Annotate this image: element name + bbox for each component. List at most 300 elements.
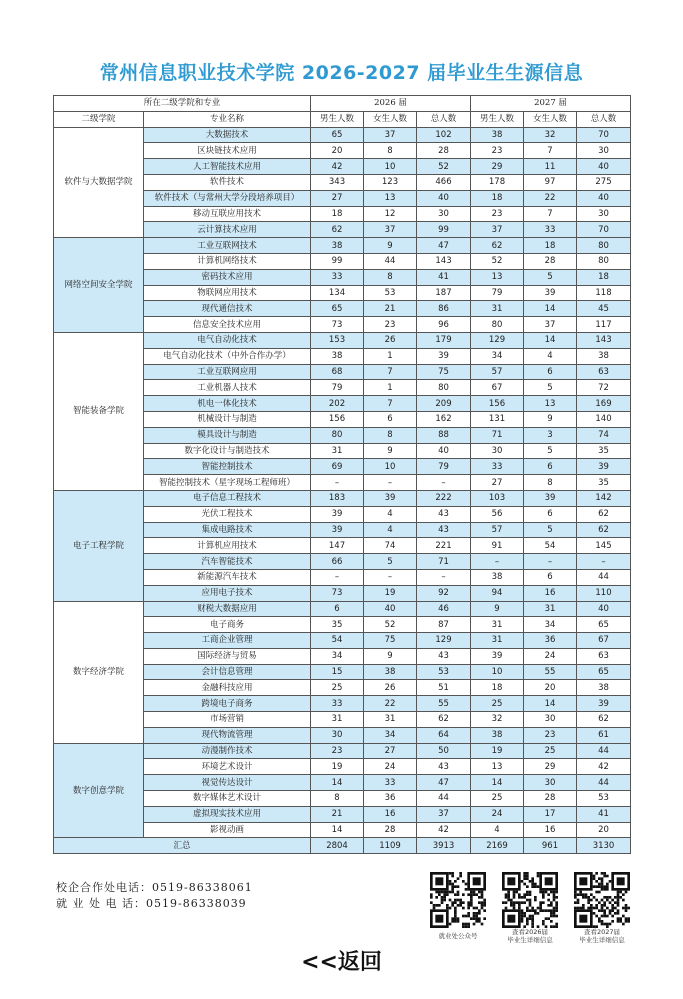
count-cell: 92 — [417, 585, 471, 601]
count-cell: 466 — [417, 174, 471, 190]
count-cell: 117 — [577, 317, 631, 333]
count-cell: 8 — [364, 269, 417, 285]
major-name: 智能控制技术 — [144, 459, 311, 475]
college-name: 电子工程学院 — [54, 490, 144, 601]
count-cell: 1 — [364, 380, 417, 396]
count-cell: 178 — [471, 174, 524, 190]
count-cell: 23 — [364, 317, 417, 333]
count-cell: 16 — [364, 806, 417, 822]
count-cell: 40 — [417, 190, 471, 206]
count-cell: 118 — [577, 285, 631, 301]
count-cell: 19 — [364, 585, 417, 601]
count-cell: 53 — [577, 791, 631, 807]
count-cell: 40 — [577, 190, 631, 206]
college-name: 数字经济学院 — [54, 601, 144, 743]
header-total-2026: 总人数 — [417, 111, 471, 127]
count-cell: – — [417, 475, 471, 491]
count-cell: 4 — [471, 822, 524, 838]
major-name: 软件技术（与常州大学分段培养项目） — [144, 190, 311, 206]
count-cell: 27 — [364, 743, 417, 759]
count-cell: 11 — [524, 159, 577, 175]
count-cell: 65 — [311, 127, 364, 143]
major-name: 电子商务 — [144, 617, 311, 633]
contact-cooperation-phone: 校企合作处电话：0519-86338061 — [56, 881, 253, 894]
count-cell: 7 — [524, 206, 577, 222]
count-cell: 39 — [524, 490, 577, 506]
count-cell: 21 — [364, 301, 417, 317]
count-cell: 9 — [364, 238, 417, 254]
count-cell: 1 — [364, 348, 417, 364]
count-cell: 6 — [524, 364, 577, 380]
count-cell: 72 — [577, 380, 631, 396]
count-cell: 99 — [311, 253, 364, 269]
count-cell: 79 — [471, 285, 524, 301]
header-male-2026: 男生人数 — [311, 111, 364, 127]
count-cell: 156 — [471, 396, 524, 412]
count-cell: 28 — [364, 822, 417, 838]
total-cell: 1109 — [364, 838, 417, 854]
count-cell: 43 — [417, 759, 471, 775]
count-cell: 62 — [577, 522, 631, 538]
count-cell: 4 — [364, 506, 417, 522]
table-body — [54, 127, 631, 854]
count-cell: 28 — [524, 253, 577, 269]
major-name: 影视动画 — [144, 822, 311, 838]
major-name: 虚拟现实技术应用 — [144, 806, 311, 822]
count-cell: 29 — [471, 159, 524, 175]
count-cell: 38 — [577, 348, 631, 364]
count-cell: 96 — [417, 317, 471, 333]
count-cell: 8 — [364, 143, 417, 159]
count-cell: 34 — [524, 617, 577, 633]
count-cell: 34 — [364, 727, 417, 743]
count-cell: 18 — [577, 269, 631, 285]
count-cell: 5 — [364, 554, 417, 570]
qr-code-2026[interactable] — [502, 872, 558, 928]
count-cell: 9 — [364, 443, 417, 459]
count-cell: 27 — [311, 190, 364, 206]
count-cell: 73 — [311, 317, 364, 333]
count-cell: 145 — [577, 538, 631, 554]
count-cell: 75 — [364, 633, 417, 649]
count-cell: 6 — [524, 569, 577, 585]
contact-info — [56, 880, 253, 912]
count-cell: 67 — [471, 380, 524, 396]
count-cell: 24 — [471, 806, 524, 822]
count-cell: 162 — [417, 411, 471, 427]
count-cell: 5 — [524, 522, 577, 538]
count-cell: 42 — [311, 159, 364, 175]
count-cell: 52 — [364, 617, 417, 633]
count-cell: 30 — [417, 206, 471, 222]
count-cell: 129 — [471, 332, 524, 348]
count-cell: 79 — [417, 459, 471, 475]
count-cell: 26 — [364, 680, 417, 696]
count-cell: 54 — [311, 633, 364, 649]
count-cell: 62 — [311, 222, 364, 238]
count-cell: 10 — [364, 459, 417, 475]
table-row — [54, 743, 631, 759]
count-cell: 142 — [577, 490, 631, 506]
count-cell: 41 — [577, 806, 631, 822]
major-name: 工业互联网技术 — [144, 238, 311, 254]
count-cell: 30 — [524, 712, 577, 728]
count-cell: 80 — [417, 380, 471, 396]
count-cell: 35 — [577, 443, 631, 459]
count-cell: 40 — [577, 159, 631, 175]
count-cell: 33 — [524, 222, 577, 238]
count-cell: 19 — [311, 759, 364, 775]
count-cell: 94 — [471, 585, 524, 601]
count-cell: – — [471, 554, 524, 570]
count-cell: 25 — [471, 696, 524, 712]
count-cell: 134 — [311, 285, 364, 301]
count-cell: 179 — [417, 332, 471, 348]
header-female-2026: 女生人数 — [364, 111, 417, 127]
count-cell: 143 — [577, 332, 631, 348]
count-cell: 8 — [524, 475, 577, 491]
major-name: 计算机应用技术 — [144, 538, 311, 554]
count-cell: 129 — [417, 633, 471, 649]
count-cell: 9 — [524, 411, 577, 427]
count-cell: 22 — [364, 696, 417, 712]
qr-code-wechat[interactable] — [430, 872, 486, 928]
count-cell: 30 — [524, 775, 577, 791]
count-cell: 18 — [471, 190, 524, 206]
major-name: 动漫制作技术 — [144, 743, 311, 759]
count-cell: 38 — [311, 348, 364, 364]
count-cell: 32 — [524, 127, 577, 143]
major-name: 工业互联网应用 — [144, 364, 311, 380]
major-name: 环境艺术设计 — [144, 759, 311, 775]
count-cell: 131 — [471, 411, 524, 427]
count-cell: 39 — [311, 506, 364, 522]
count-cell: 24 — [364, 759, 417, 775]
count-cell: 57 — [471, 364, 524, 380]
major-name: 电气自动化技术 — [144, 332, 311, 348]
count-cell: 31 — [471, 633, 524, 649]
count-cell: 29 — [524, 759, 577, 775]
graduate-table — [53, 95, 631, 854]
count-cell: 16 — [524, 585, 577, 601]
count-cell: 69 — [311, 459, 364, 475]
header-college: 二级学院 — [54, 111, 144, 127]
count-cell: 43 — [417, 522, 471, 538]
major-name: 现代通信技术 — [144, 301, 311, 317]
count-cell: 28 — [524, 791, 577, 807]
count-cell: 37 — [524, 317, 577, 333]
count-cell: 24 — [524, 648, 577, 664]
major-name: 国际经济与贸易 — [144, 648, 311, 664]
count-cell: 71 — [417, 554, 471, 570]
total-cell: 3130 — [577, 838, 631, 854]
count-cell: 14 — [524, 332, 577, 348]
count-cell: 20 — [577, 822, 631, 838]
header-group-label: 所在二级学院和专业 — [54, 96, 311, 112]
college-name: 软件与大数据学院 — [54, 127, 144, 238]
count-cell: 44 — [364, 253, 417, 269]
major-name: 模具设计与制造 — [144, 427, 311, 443]
count-cell: 14 — [524, 696, 577, 712]
count-cell: 35 — [311, 617, 364, 633]
count-cell: 65 — [577, 617, 631, 633]
count-cell: – — [577, 554, 631, 570]
count-cell: 13 — [471, 269, 524, 285]
count-cell: 26 — [364, 332, 417, 348]
count-cell: 31 — [471, 617, 524, 633]
major-name: 数字媒体艺术设计 — [144, 791, 311, 807]
count-cell: 62 — [471, 238, 524, 254]
major-name: 光伏工程技术 — [144, 506, 311, 522]
count-cell: 68 — [311, 364, 364, 380]
count-cell: 18 — [311, 206, 364, 222]
count-cell: 23 — [471, 143, 524, 159]
count-cell: 65 — [577, 664, 631, 680]
count-cell: 87 — [417, 617, 471, 633]
college-name: 数字创意学院 — [54, 743, 144, 838]
count-cell: 7 — [524, 143, 577, 159]
count-cell: 99 — [417, 222, 471, 238]
count-cell: 30 — [471, 443, 524, 459]
page-title: 常州信息职业技术学院 2026-2027 届毕业生生源信息 — [99, 62, 584, 84]
count-cell: 97 — [524, 174, 577, 190]
count-cell: 31 — [311, 712, 364, 728]
count-cell: 14 — [311, 775, 364, 791]
header-total-2027: 总人数 — [577, 111, 631, 127]
count-cell: 63 — [577, 364, 631, 380]
count-cell: 23 — [311, 743, 364, 759]
count-cell: 37 — [364, 127, 417, 143]
major-name: 会计信息管理 — [144, 664, 311, 680]
count-cell: – — [417, 569, 471, 585]
count-cell: 38 — [471, 127, 524, 143]
count-cell: 44 — [577, 569, 631, 585]
count-cell: 34 — [311, 648, 364, 664]
major-name: 金融科技应用 — [144, 680, 311, 696]
count-cell: 47 — [417, 775, 471, 791]
count-cell: 110 — [577, 585, 631, 601]
count-cell: 54 — [524, 538, 577, 554]
total-row — [54, 838, 631, 854]
count-cell: 79 — [311, 380, 364, 396]
header-year-2027: 2027 届 — [471, 96, 631, 112]
count-cell: 17 — [524, 806, 577, 822]
count-cell: 5 — [524, 269, 577, 285]
count-cell: 33 — [311, 269, 364, 285]
count-cell: 42 — [417, 822, 471, 838]
college-name: 智能装备学院 — [54, 332, 144, 490]
major-name: 财税大数据应用 — [144, 601, 311, 617]
major-name: 大数据技术 — [144, 127, 311, 143]
table-row — [54, 332, 631, 348]
header-female-2027: 女生人数 — [524, 111, 577, 127]
contact-employment-phone: 就 业 处 电 话：0519-86338039 — [56, 897, 247, 910]
count-cell: 169 — [577, 396, 631, 412]
major-name: 物联网应用技术 — [144, 285, 311, 301]
count-cell: 50 — [417, 743, 471, 759]
count-cell: 222 — [417, 490, 471, 506]
count-cell: 31 — [311, 443, 364, 459]
count-cell: 183 — [311, 490, 364, 506]
major-name: 集成电路技术 — [144, 522, 311, 538]
qr-code-2027[interactable] — [574, 872, 630, 928]
count-cell: 42 — [577, 759, 631, 775]
count-cell: 30 — [311, 727, 364, 743]
count-cell: 4 — [364, 522, 417, 538]
count-cell: 36 — [364, 791, 417, 807]
count-cell: 39 — [577, 696, 631, 712]
count-cell: 56 — [471, 506, 524, 522]
count-cell: 71 — [471, 427, 524, 443]
count-cell: 37 — [364, 222, 417, 238]
graduate-table-wrapper — [53, 95, 630, 854]
count-cell: 35 — [577, 475, 631, 491]
count-cell: 39 — [311, 522, 364, 538]
count-cell: 14 — [311, 822, 364, 838]
count-cell: 37 — [417, 806, 471, 822]
count-cell: 80 — [311, 427, 364, 443]
count-cell: 5 — [524, 380, 577, 396]
count-cell: 53 — [364, 285, 417, 301]
count-cell: 14 — [471, 775, 524, 791]
major-name: 视觉传达设计 — [144, 775, 311, 791]
count-cell: 75 — [417, 364, 471, 380]
major-name: 智能控制技术（星字现场工程师班） — [144, 475, 311, 491]
count-cell: 74 — [577, 427, 631, 443]
major-name: 现代物流管理 — [144, 727, 311, 743]
major-name: 软件技术 — [144, 174, 311, 190]
count-cell: 43 — [417, 648, 471, 664]
count-cell: 13 — [471, 759, 524, 775]
count-cell: 21 — [311, 806, 364, 822]
count-cell: 36 — [524, 633, 577, 649]
major-name: 工业机器人技术 — [144, 380, 311, 396]
count-cell: 39 — [577, 459, 631, 475]
count-cell: 38 — [364, 664, 417, 680]
count-cell: 156 — [311, 411, 364, 427]
major-name: 人工智能技术应用 — [144, 159, 311, 175]
count-cell: 45 — [577, 301, 631, 317]
count-cell: – — [311, 475, 364, 491]
count-cell: 6 — [524, 506, 577, 522]
count-cell: 38 — [471, 727, 524, 743]
count-cell: 275 — [577, 174, 631, 190]
count-cell: 7 — [364, 396, 417, 412]
count-cell: 23 — [471, 206, 524, 222]
count-cell: 39 — [417, 348, 471, 364]
count-cell: 91 — [471, 538, 524, 554]
count-cell: 187 — [417, 285, 471, 301]
count-cell: 38 — [577, 680, 631, 696]
major-name: 新能源汽车技术 — [144, 569, 311, 585]
count-cell: 221 — [417, 538, 471, 554]
count-cell: 15 — [311, 664, 364, 680]
count-cell: 66 — [311, 554, 364, 570]
count-cell: 53 — [417, 664, 471, 680]
count-cell: 31 — [364, 712, 417, 728]
count-cell: 33 — [311, 696, 364, 712]
count-cell: 7 — [364, 364, 417, 380]
count-cell: 51 — [417, 680, 471, 696]
count-cell: 55 — [417, 696, 471, 712]
count-cell: 57 — [471, 522, 524, 538]
count-cell: 70 — [577, 127, 631, 143]
count-cell: 28 — [417, 143, 471, 159]
qr-label-wechat: 就业处公众号 — [438, 932, 478, 940]
count-cell: – — [524, 554, 577, 570]
count-cell: 20 — [311, 143, 364, 159]
count-cell: 6 — [364, 411, 417, 427]
count-cell: 32 — [471, 712, 524, 728]
count-cell: 13 — [524, 396, 577, 412]
count-cell: 86 — [417, 301, 471, 317]
count-cell: 80 — [471, 317, 524, 333]
count-cell: 74 — [364, 538, 417, 554]
count-cell: 63 — [577, 648, 631, 664]
count-cell: 27 — [471, 475, 524, 491]
count-cell: 10 — [364, 159, 417, 175]
count-cell: 62 — [577, 712, 631, 728]
major-name: 信息安全技术应用 — [144, 317, 311, 333]
count-cell: 123 — [364, 174, 417, 190]
count-cell: 10 — [471, 664, 524, 680]
count-cell: 52 — [471, 253, 524, 269]
count-cell: 25 — [524, 743, 577, 759]
count-cell: 31 — [471, 301, 524, 317]
count-cell: 23 — [524, 727, 577, 743]
count-cell: – — [364, 475, 417, 491]
major-name: 汽车智能技术 — [144, 554, 311, 570]
total-cell: 3913 — [417, 838, 471, 854]
count-cell: 34 — [471, 348, 524, 364]
major-name: 数字化设计与制造技术 — [144, 443, 311, 459]
count-cell: 33 — [471, 459, 524, 475]
count-cell: 46 — [417, 601, 471, 617]
count-cell: 143 — [417, 253, 471, 269]
count-cell: 18 — [524, 238, 577, 254]
major-name: 市场营销 — [144, 712, 311, 728]
count-cell: 103 — [471, 490, 524, 506]
count-cell: 73 — [311, 585, 364, 601]
count-cell: 40 — [364, 601, 417, 617]
count-cell: 6 — [311, 601, 364, 617]
count-cell: 52 — [417, 159, 471, 175]
count-cell: 33 — [364, 775, 417, 791]
total-cell: 961 — [524, 838, 577, 854]
count-cell: 67 — [577, 633, 631, 649]
count-cell: 8 — [311, 791, 364, 807]
major-name: 云计算技术应用 — [144, 222, 311, 238]
count-cell: 13 — [364, 190, 417, 206]
count-cell: 14 — [524, 301, 577, 317]
qr-label-2027: 查看2027届 毕业生详细信息 — [579, 928, 625, 944]
count-cell: 62 — [577, 506, 631, 522]
total-cell: 2804 — [311, 838, 364, 854]
count-cell: 20 — [524, 680, 577, 696]
count-cell: 30 — [577, 206, 631, 222]
count-cell: 22 — [524, 190, 577, 206]
count-cell: 31 — [524, 601, 577, 617]
back-link[interactable]: <<返回 — [301, 950, 382, 975]
table-row — [54, 601, 631, 617]
major-name: 移动互联应用技术 — [144, 206, 311, 222]
count-cell: 39 — [471, 648, 524, 664]
major-name: 区块链技术应用 — [144, 143, 311, 159]
count-cell: 55 — [524, 664, 577, 680]
count-cell: 62 — [417, 712, 471, 728]
count-cell: 9 — [364, 648, 417, 664]
count-cell: – — [364, 569, 417, 585]
